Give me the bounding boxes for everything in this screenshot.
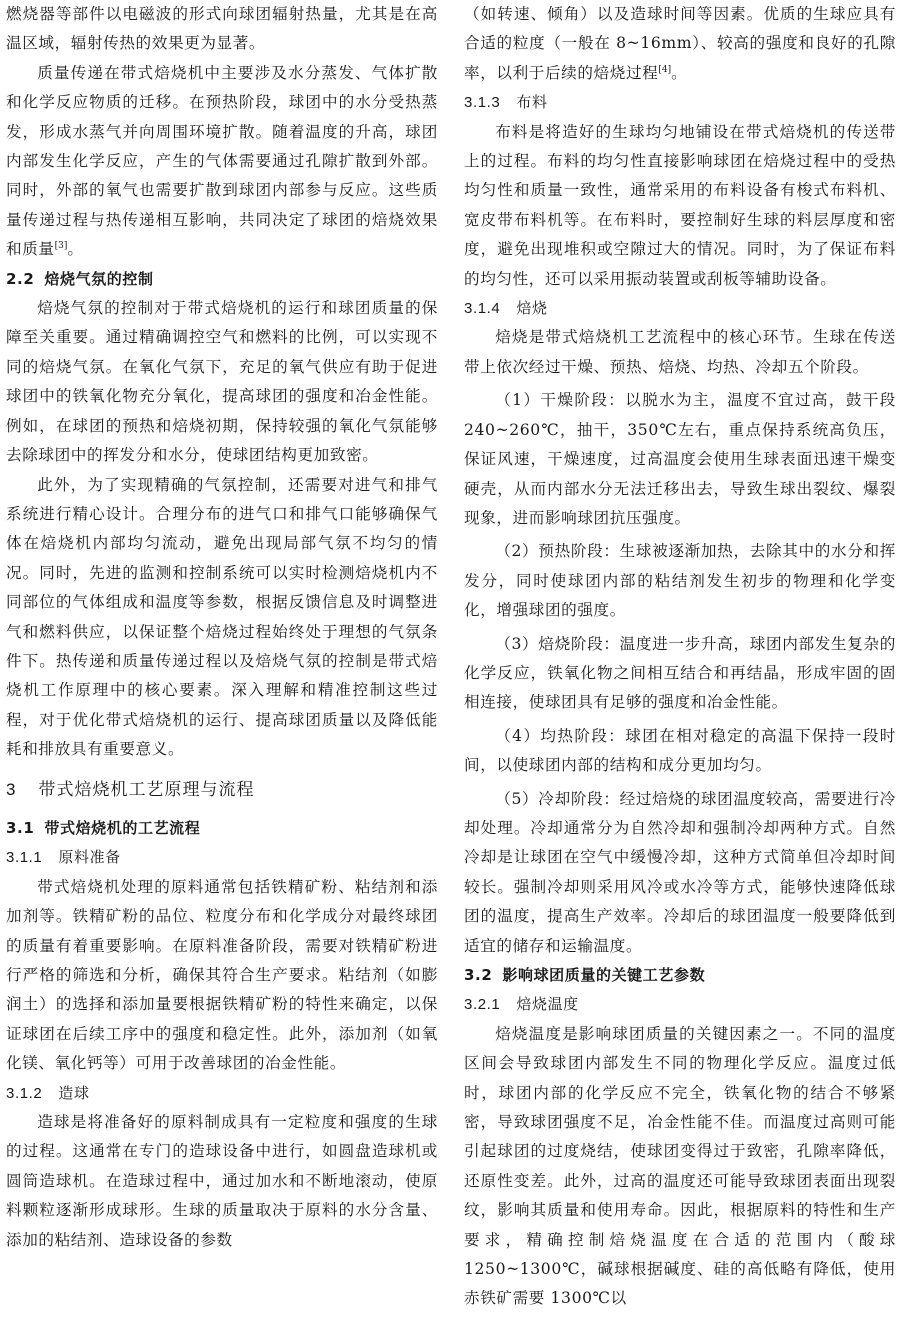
section-number: 3.1.2 — [6, 1084, 43, 1102]
paragraph: 燃烧器等部件以电磁波的形式向球团辐射热量，尤其是在高温区域，辐射传热的效果更为显著。 — [6, 5, 438, 53]
citation-ref: [4] — [658, 64, 672, 75]
paragraph — [6, 59, 438, 265]
section-title: 带式焙烧机工艺原理与流程 — [38, 779, 255, 800]
paragraph: （3）焙烧阶段：温度进一步升高，球团内部发生复杂的化学反应，铁氧化物之间相互结合和再结晶，形成牢固的固相连接，使球团具有足够的强度和冶金性能。 — [464, 634, 896, 712]
paragraph: 带式焙烧机处理的原料通常包括铁精矿粉、粘结剂和添加剂等。铁精矿粉的品位、粒度分布和化学成分对最终球团的质量有着重要影响。在原料准备阶段，需要对铁精矿粉进行严格的筛选和分析，确保其符合生产要求。粘结剂（如膨润土）的选择和添加量要根据铁精矿粉的特性来确定，以保证球团在后续工序中的强度和稳定性。此外，添加剂（如氧化镁、氧化钙等）可用于改善球团的冶金性能。 — [6, 877, 438, 1073]
section-number: 3.2 — [464, 966, 493, 984]
paragraph: （1）干燥阶段：以脱水为主，温度不宜过高，鼓干段 240~260℃，抽干，350℃左右，重点保持系统高负压，保证风速，干燥速度，过高温度会使用生球表面迅速干燥变硬壳，从而内部水分无法迁移出去，导致生球出裂纹、爆裂现象，进而影响球团抗压强度。 — [464, 391, 896, 527]
paragraph: （2）预热阶段：生球被逐渐加热，去除其中的水分和挥发分，同时使球团内部的粘结剂发生初步的物理和化学变化，增强球团的强度。 — [464, 542, 896, 620]
section-heading-3-1-3 — [464, 88, 896, 117]
section-title: 造球 — [58, 1083, 90, 1102]
section-title: 焙烧气氛的控制 — [44, 269, 154, 288]
section-title: 焙烧 — [516, 299, 548, 318]
paragraph-text: （如转速、倾角）以及造球时间等因素。优质的生球应具有合适的粒度（一般在 8~16mm）、较高的强度和良好的孔隙率，以利于后续的焙烧过程 — [464, 5, 896, 82]
section-heading-3-1 — [6, 814, 438, 843]
section-heading-3-1-2 — [6, 1079, 438, 1108]
section-title: 原料准备 — [58, 848, 121, 867]
citation-ref: [3] — [54, 241, 68, 252]
paragraph-end: 。 — [671, 63, 688, 82]
paragraph: 焙烧气氛的控制对于带式焙烧机的运行和球团质量的保障至关重要。通过精确调控空气和燃料的比例，可以实现不同的焙烧气氛。在氧化气氛下，充足的氧气供应有助于促进球团中的铁氧化物充分氧化，提高球团的强度和冶金性能。例如，在球团的预热和焙烧初期，保持较强的氧化气氛能够去除球团中的挥发分和水分，使球团结构更加致密。 — [6, 299, 438, 465]
paragraph-text: 质量传递在带式焙烧机中主要涉及水分蒸发、气体扩散和化学反应物质的迁移。在预热阶段，球团中的水分受热蒸发，形成水蒸气并向周围环境扩散。随着温度的升高，球团内部发生化学反应，产生的气体需要通过孔隙扩散到外部。同时，外部的氧气也需要扩散到球团内部参与反应。这些质量传递过程与热传递相互影响，共同决定了球团的焙烧效果和质量 — [6, 63, 438, 259]
paragraph-end: 。 — [67, 240, 84, 259]
section-title: 带式焙烧机的工艺流程 — [44, 818, 201, 837]
paragraph: 此外，为了实现精确的气氛控制，还需要对进气和排气系统进行精心设计。合理分布的进气口和排气口能够确保气体在焙烧机内部均匀流动，避免出现局部气氛不均匀的情况。同时，先进的监测和控制系统可以实时检测焙烧机内不同部位的气体组成和温度等参数，根据反馈信息及时调整进气和燃料供应，以保证整个焙烧过程始终处于理想的气氛条件下。热传递和质量传递过程以及焙烧气氛的控制是带式焙烧机工作原理中的核心要素。深入理解和精准控制这些过程，对于优化带式焙烧机的运行、提高球团质量以及降低能耗和排放具有重要意义。 — [6, 475, 438, 759]
paragraph: 布料是将造好的生球均匀地铺设在带式焙烧机的传送带上的过程。布料的均匀性直接影响球团在焙烧过程中的受热均匀性和质量一致性，通常采用的布料设备有梭式布料机、宽皮带布料机等。在布料时，要控制好生球的料层厚度和密度，避免出现堆积或空隙过大的情况。同时，为了保证布料的均匀性，还可以采用振动装置或刮板等辅助设备。 — [464, 122, 896, 288]
section-number: 3.1.4 — [464, 300, 501, 318]
right-column — [464, 0, 896, 1339]
paragraph: （4）均热阶段：球团在相对稳定的高温下保持一段时间，以使球团内部的结构和成分更加均匀。 — [464, 726, 896, 775]
section-number: 3 — [6, 779, 17, 799]
section-heading-3-1-1 — [6, 843, 438, 872]
section-number: 2.2 — [6, 269, 35, 288]
section-title: 布料 — [516, 93, 548, 112]
paragraph: 焙烧温度是影响球团质量的关键因素之一。不同的温度区间会导致球团内部发生不同的物理化学反应。温度过低时，球团内部的化学反应不完全，铁氧化物的结合不够紧密，导致球团强度不足，冶金性能不佳。而温度过高则可能引起球团的过度烧结，使球团变得过于致密，孔隙率降低，还原性变差。此外，过高的温度还可能导致球团表面出现裂纹，影响其质量和使用寿命。因此，根据原料的特性和生产要求，精确控制焙烧温度在合适的范围内（酸球 1250~1300℃，碱球根据碱度、硅的高低略有降低，使用赤铁矿需要 1300℃以 — [464, 1024, 896, 1308]
section-heading-2-2 — [6, 265, 438, 294]
paragraph: 焙烧是带式焙烧机工艺流程中的核心环节。生球在传送带上依次经过干燥、预热、焙烧、均热、冷却五个阶段。 — [464, 328, 896, 376]
section-number: 3.2.1 — [464, 996, 501, 1014]
section-heading-3 — [6, 775, 438, 805]
section-title: 影响球团质量的关键工艺参数 — [502, 966, 706, 984]
section-number: 3.1.3 — [464, 94, 501, 112]
left-column — [6, 0, 438, 1339]
section-number: 3.1.1 — [6, 849, 43, 867]
paragraph — [464, 0, 896, 88]
paragraph: （5）冷却阶段：经过焙烧的球团温度较高，需要进行冷却处理。冷却通常分为自然冷却和强制冷却两种方式。自然冷却是让球团在空气中缓慢冷却，这种方式简单但冷却时间较长。强制冷却则采用风冷或水冷等方式，能够快速降低球团的温度，提高生产效率。冷却后的球团温度一般要降低到适宜的储存和运输温度。 — [464, 789, 896, 955]
section-title: 焙烧温度 — [516, 995, 579, 1014]
paragraph: 造球是将准备好的原料制成具有一定粒度和强度的生球的过程。这通常在专门的造球设备中进行，如圆盘造球机或圆筒造球机。在造球过程中，通过加水和不断地滚动，使原料颗粒逐渐形成球形。生球的质量取决于原料的水分含量、添加的粘结剂、造球设备的参数 — [6, 1113, 438, 1249]
section-heading-3-1-4 — [464, 294, 896, 323]
section-heading-3-2-1 — [464, 990, 896, 1019]
section-heading-3-2 — [464, 961, 896, 990]
section-number: 3.1 — [6, 818, 35, 837]
